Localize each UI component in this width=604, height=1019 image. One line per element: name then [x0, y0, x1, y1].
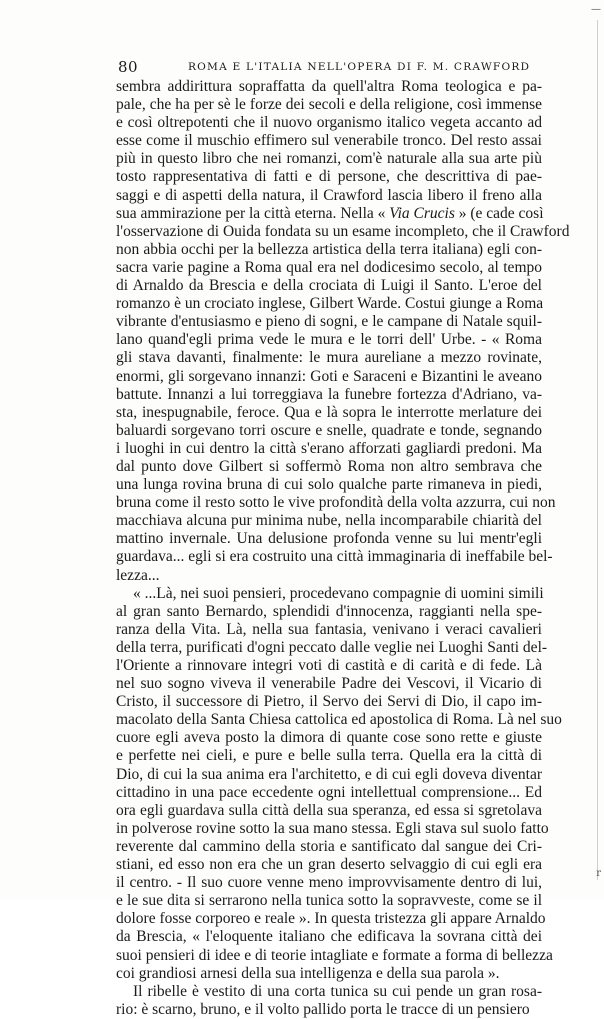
text-line: e le sue dita si serrarono nella tunica sotto la sopravveste, come se il [116, 892, 542, 910]
text-line: il centro. - Il suo cuore venne meno improvvisamente dentro di lui, [116, 874, 542, 892]
body-text [116, 78, 570, 1019]
text-line: nel suo sogno viveva il venerabile Padre dei Vescovi, il Vicario di [116, 675, 542, 693]
text-line: battute. Innanzi a lui torreggiava la funebre fortezza d'Adriano, va- [116, 385, 542, 403]
text-line: cuore egli aveva posto la dimora di quante cose sono rette e giuste [116, 729, 542, 747]
text-line: ora egli guardava sulla città della sua speranza, ed essa si sgretolava [116, 801, 542, 819]
page-header [118, 58, 542, 78]
text-line: una lunga rovina bruna di cui solo qualche parte rimaneva in piedi, [116, 476, 542, 494]
text-line: enormi, gli sorgevano innanzi: Goti e Saraceni e Bizantini le aveano [116, 367, 542, 385]
text-line: al gran santo Bernardo, splendidi d'innocenza, raggianti nella spe- [116, 602, 542, 620]
text-line: Dio, di cui la sua anima era l'architetto, e di cui egli doveva diventar [116, 765, 542, 783]
corner-mark: — [591, 4, 601, 15]
text-line: tosto rappresentativa di fatti e di persone, che descrittiva di pae- [116, 168, 542, 186]
text-line: vibrante d'entusiasmo e pieno di sogni, e le campane di Natale squil- [116, 313, 542, 331]
text-line: in polverose rovine sotto la sua mano stessa. Egli stava sul suolo fatto [116, 819, 549, 837]
text-line: reverente dal cammino della storia e santificato dal sangue dei Cri- [116, 837, 542, 855]
text-line: stiani, ed esso non era che un gran deserto selvaggio di cui egli era [116, 856, 542, 874]
text-line: lano quand'egli prima vede le mura e le torri dell' Urbe. - « Roma [116, 331, 542, 349]
text-line: esse come il muschio effimero sul venerabile tronco. Del resto assai [116, 132, 542, 150]
text-line: da Brescia, « l'eloquente italiano che edificava la sovrana città dei [116, 928, 542, 946]
text-line: dolore fosse corporeo e reale ». In questa tristezza gli appare Arnaldo [116, 910, 546, 928]
text-line: sta, inespugnabile, feroce. Qua e là sopra le interrotte merlature dei [116, 403, 542, 421]
text-line: baluardi sorgevano torri oscure e snelle, quadrate e tonde, segnando [116, 421, 542, 439]
text-line: più in questo libro che nei romanzi, com'è naturale alla sua arte più [116, 150, 542, 168]
text-line: saggi e di aspetti della natura, il Crawford lascia libero il freno alla [116, 186, 542, 204]
text-line: di Arnaldo da Brescia e della crociata di Luigi il Santo. L'eroe del [116, 277, 542, 295]
text-line: « ...Là, nei suoi pensieri, procedevano compagnie di uomini simili [133, 584, 544, 602]
text-line: dal punto dove Gilbert si soffermò Roma non altro sembrava che [116, 457, 542, 475]
text-line: non abbia occhi per la bellezza artistica della terra italiana) egli con- [116, 240, 542, 258]
text-line: rio: è scarno, bruno, e il volto pallido porta le tracce di un pensiero [116, 1000, 530, 1018]
text-line: ranza della Vita. Là, nella sua fantasia, venivano i veraci cavalieri [116, 620, 542, 638]
margin-mark: r [596, 868, 601, 879]
text-line: l'Oriente a rinnovare integri voti di castità e di carità e di fede. Là [116, 657, 542, 674]
text-line: pale, che ha per sè le forze dei secoli e della religione, così immense [116, 96, 542, 114]
text-line: romanzo è un crociato inglese, Gilbert Warde. Costui giunge a Roma [116, 295, 544, 313]
page-edge-line [597, 20, 598, 880]
text-line: i luoghi in cui dentro la città s'erano afforzati gagliardi predoni. Ma [116, 439, 542, 457]
text-line: sua ammirazione per la città eterna. Nella « Via Crucis » (e cade così [116, 204, 544, 222]
text-line: bruna come il resto sotto le vive profondità della volta azzurra, cui non [116, 494, 556, 512]
text-line: mattino invernale. Una delusione profonda venne su lui mentr'egli [116, 530, 542, 548]
text-line: Cristo, il successore di Pietro, il Servo dei Servi di Dio, il capo im- [116, 693, 542, 711]
text-line: macchiava alcuna pur minima nube, nella incomparabile chiarità del [116, 512, 542, 530]
text-line: gli stava davanti, finalmente: le mura aureliane a mezzo rovinate, [116, 349, 542, 367]
text-line: e perfette nei cieli, e pure e belle sulla terra. Quella era la città di [116, 747, 542, 765]
text-line: Il ribelle è vestito di una corta tunica su cui pende un gran rosa- [133, 982, 542, 1000]
text-line: lezza... [116, 566, 160, 584]
text-line: sacra varie pagine a Roma qual era nel dodicesimo secolo, al tempo [116, 258, 542, 276]
text-line: della terra, purificati d'ogni peccato dalle veglie nei Luoghi Santi del- [116, 638, 548, 656]
text-line: l'osservazione di Ouida fondata su un esame incompleto, che il Crawford [116, 222, 570, 240]
text-line: macolato della Santa Chiesa cattolica ed apostolica di Roma. Là nel suo [116, 711, 562, 729]
text-line: cittadino in una pace eccedente ogni intellettual comprensione... Ed [116, 783, 542, 801]
page-number: 80 [118, 58, 139, 76]
text-line: coi grandiosi arnesi della sua intelligenza e della sua parola ». [116, 964, 500, 982]
text-line: sembra addirittura sopraffatta da quell'altra Roma teologica e pa- [116, 78, 542, 95]
text-line: guardava... egli si era costruito una città immaginaria di ineffabile bel- [116, 548, 553, 566]
text-line: e così oltrepotenti che il nuovo organismo italico vegeta accanto ad [116, 114, 542, 132]
text-line: suoi pensieri di idee e di teorie intagliate e formate a forma di bellezza [116, 946, 553, 964]
running-title: ROMA E L'ITALIA NELL'OPERA DI F. M. CRAWFORD [188, 61, 531, 73]
